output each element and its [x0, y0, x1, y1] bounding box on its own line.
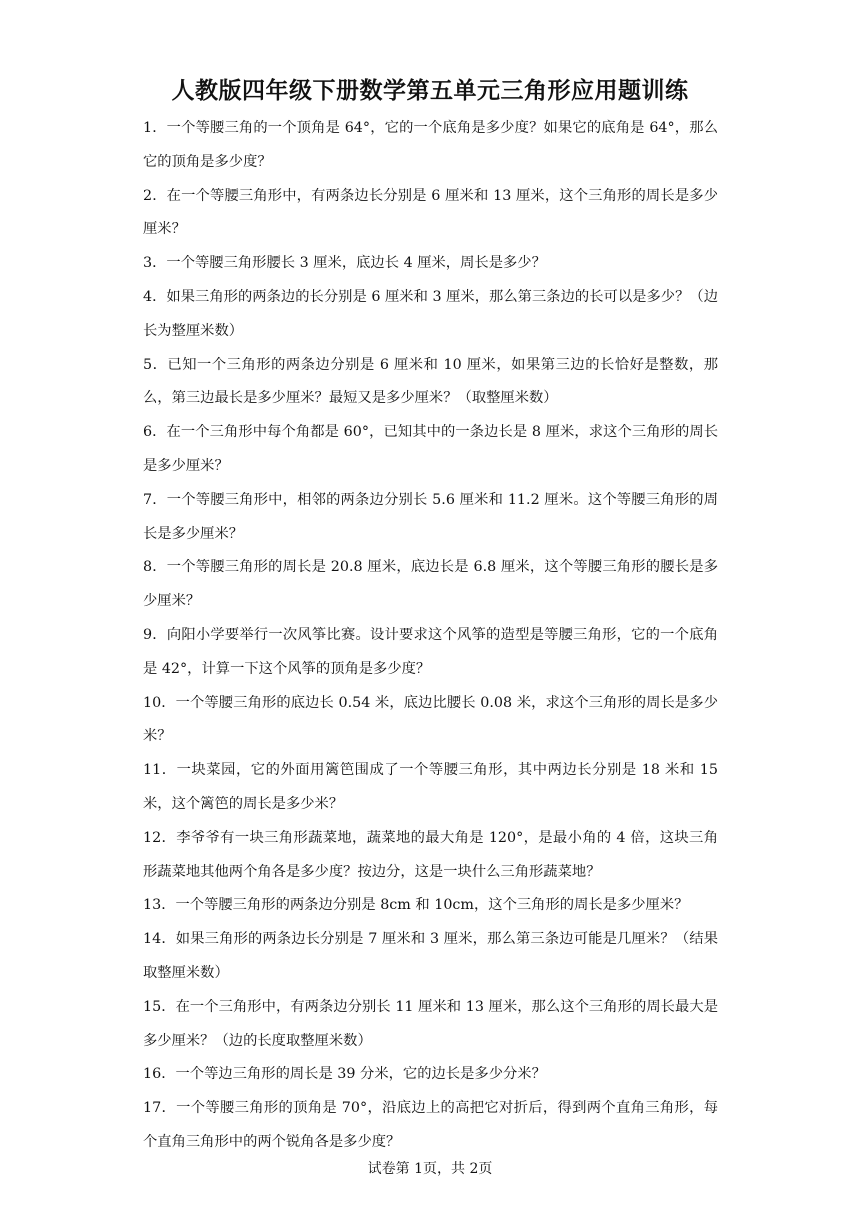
question-list — [143, 112, 718, 1160]
question-item: 6．在一个三角形中每个角都是 60°，已知其中的一条边长是 8 厘米，求这个三角形的周长是多少厘米？ — [143, 424, 718, 474]
question-item: 9．向阳小学要举行一次风筝比赛。设计要求这个风筝的造型是等腰三角形，它的一个底角是 42°，计算一下这个风筝的顶角是多少度？ — [143, 626, 718, 677]
question-item: 8．一个等腰三角形的周长是 20.8 厘米，底边长是 6.8 厘米，这个等腰三角形的腰长是多少厘米？ — [143, 559, 718, 610]
question-item: 16．一个等边三角形的周长是 39 分米，它的边长是多少分米？ — [143, 1066, 546, 1083]
page-title: 人教版四年级下册数学第五单元三角形应用题训练 — [171, 78, 689, 104]
question-item: 13．一个等腰三角形的两条边分别是 8cm 和 10cm，这个三角形的周长是多少厘米？ — [143, 897, 689, 914]
question-item: 10．一个等腰三角形的底边长 0.54 米，底边比腰长 0.08 米，求这个三角形的周长是多少米？ — [143, 694, 718, 745]
question-item: 14．如果三角形的两条边长分别是 7 厘米和 3 厘米，那么第三条边可能是几厘米？（结果取整厘米数） — [143, 931, 718, 981]
question-item: 15．在一个三角形中，有两条边分别长 11 厘米和 13 厘米，那么这个三角形的周长最大是多少厘米？（边的长度取整厘米数） — [143, 998, 718, 1049]
question-item: 2．在一个等腰三角形中，有两条边长分别是 6 厘米和 13 厘米，这个三角形的周长是多少厘米？ — [143, 187, 718, 238]
question-item: 7．一个等腰三角形中，相邻的两条边分别长 5.6 厘米和 11.2 厘米。这个等腰三角形的周长是多少厘米？ — [143, 491, 718, 542]
question-item: 1．一个等腰三角的一个顶角是 64°，它的一个底角是多少度？如果它的底角是 64°，那么它的顶角是多少度？ — [143, 120, 718, 170]
question-item: 3．一个等腰三角形腰长 3 厘米，底边长 4 厘米，周长是多少？ — [143, 255, 546, 272]
question-item: 11．一块菜园，它的外面用篱笆围成了一个等腰三角形，其中两边长分别是 18 米和 15 米，这个篱笆的周长是多少米？ — [143, 762, 718, 812]
question-item: 17．一个等腰三角形的顶角是 70°，沿底边上的高把它对折后，得到两个直角三角形，每个直角三角形中的两个锐角各是多少度？ — [143, 1100, 718, 1150]
question-item: 5．已知一个三角形的两条边分别是 6 厘米和 10 厘米，如果第三边的长恰好是整数，那么，第三边最长是多少厘米？最短又是多少厘米？（取整厘米数） — [143, 356, 718, 407]
page-footer: 试卷第 1页，共 2页 — [367, 1161, 493, 1177]
question-item: 12．李爷爷有一块三角形蔬菜地，蔬菜地的最大角是 120°，是最小角的 4 倍，这块三角形蔬菜地其他两个角各是多少度？按边分，这是一块什么三角形蔬菜地？ — [143, 829, 718, 880]
question-item: 4．如果三角形的两条边的长分别是 6 厘米和 3 厘米，那么第三条边的长可以是多少？（边长为整厘米数） — [143, 288, 718, 339]
